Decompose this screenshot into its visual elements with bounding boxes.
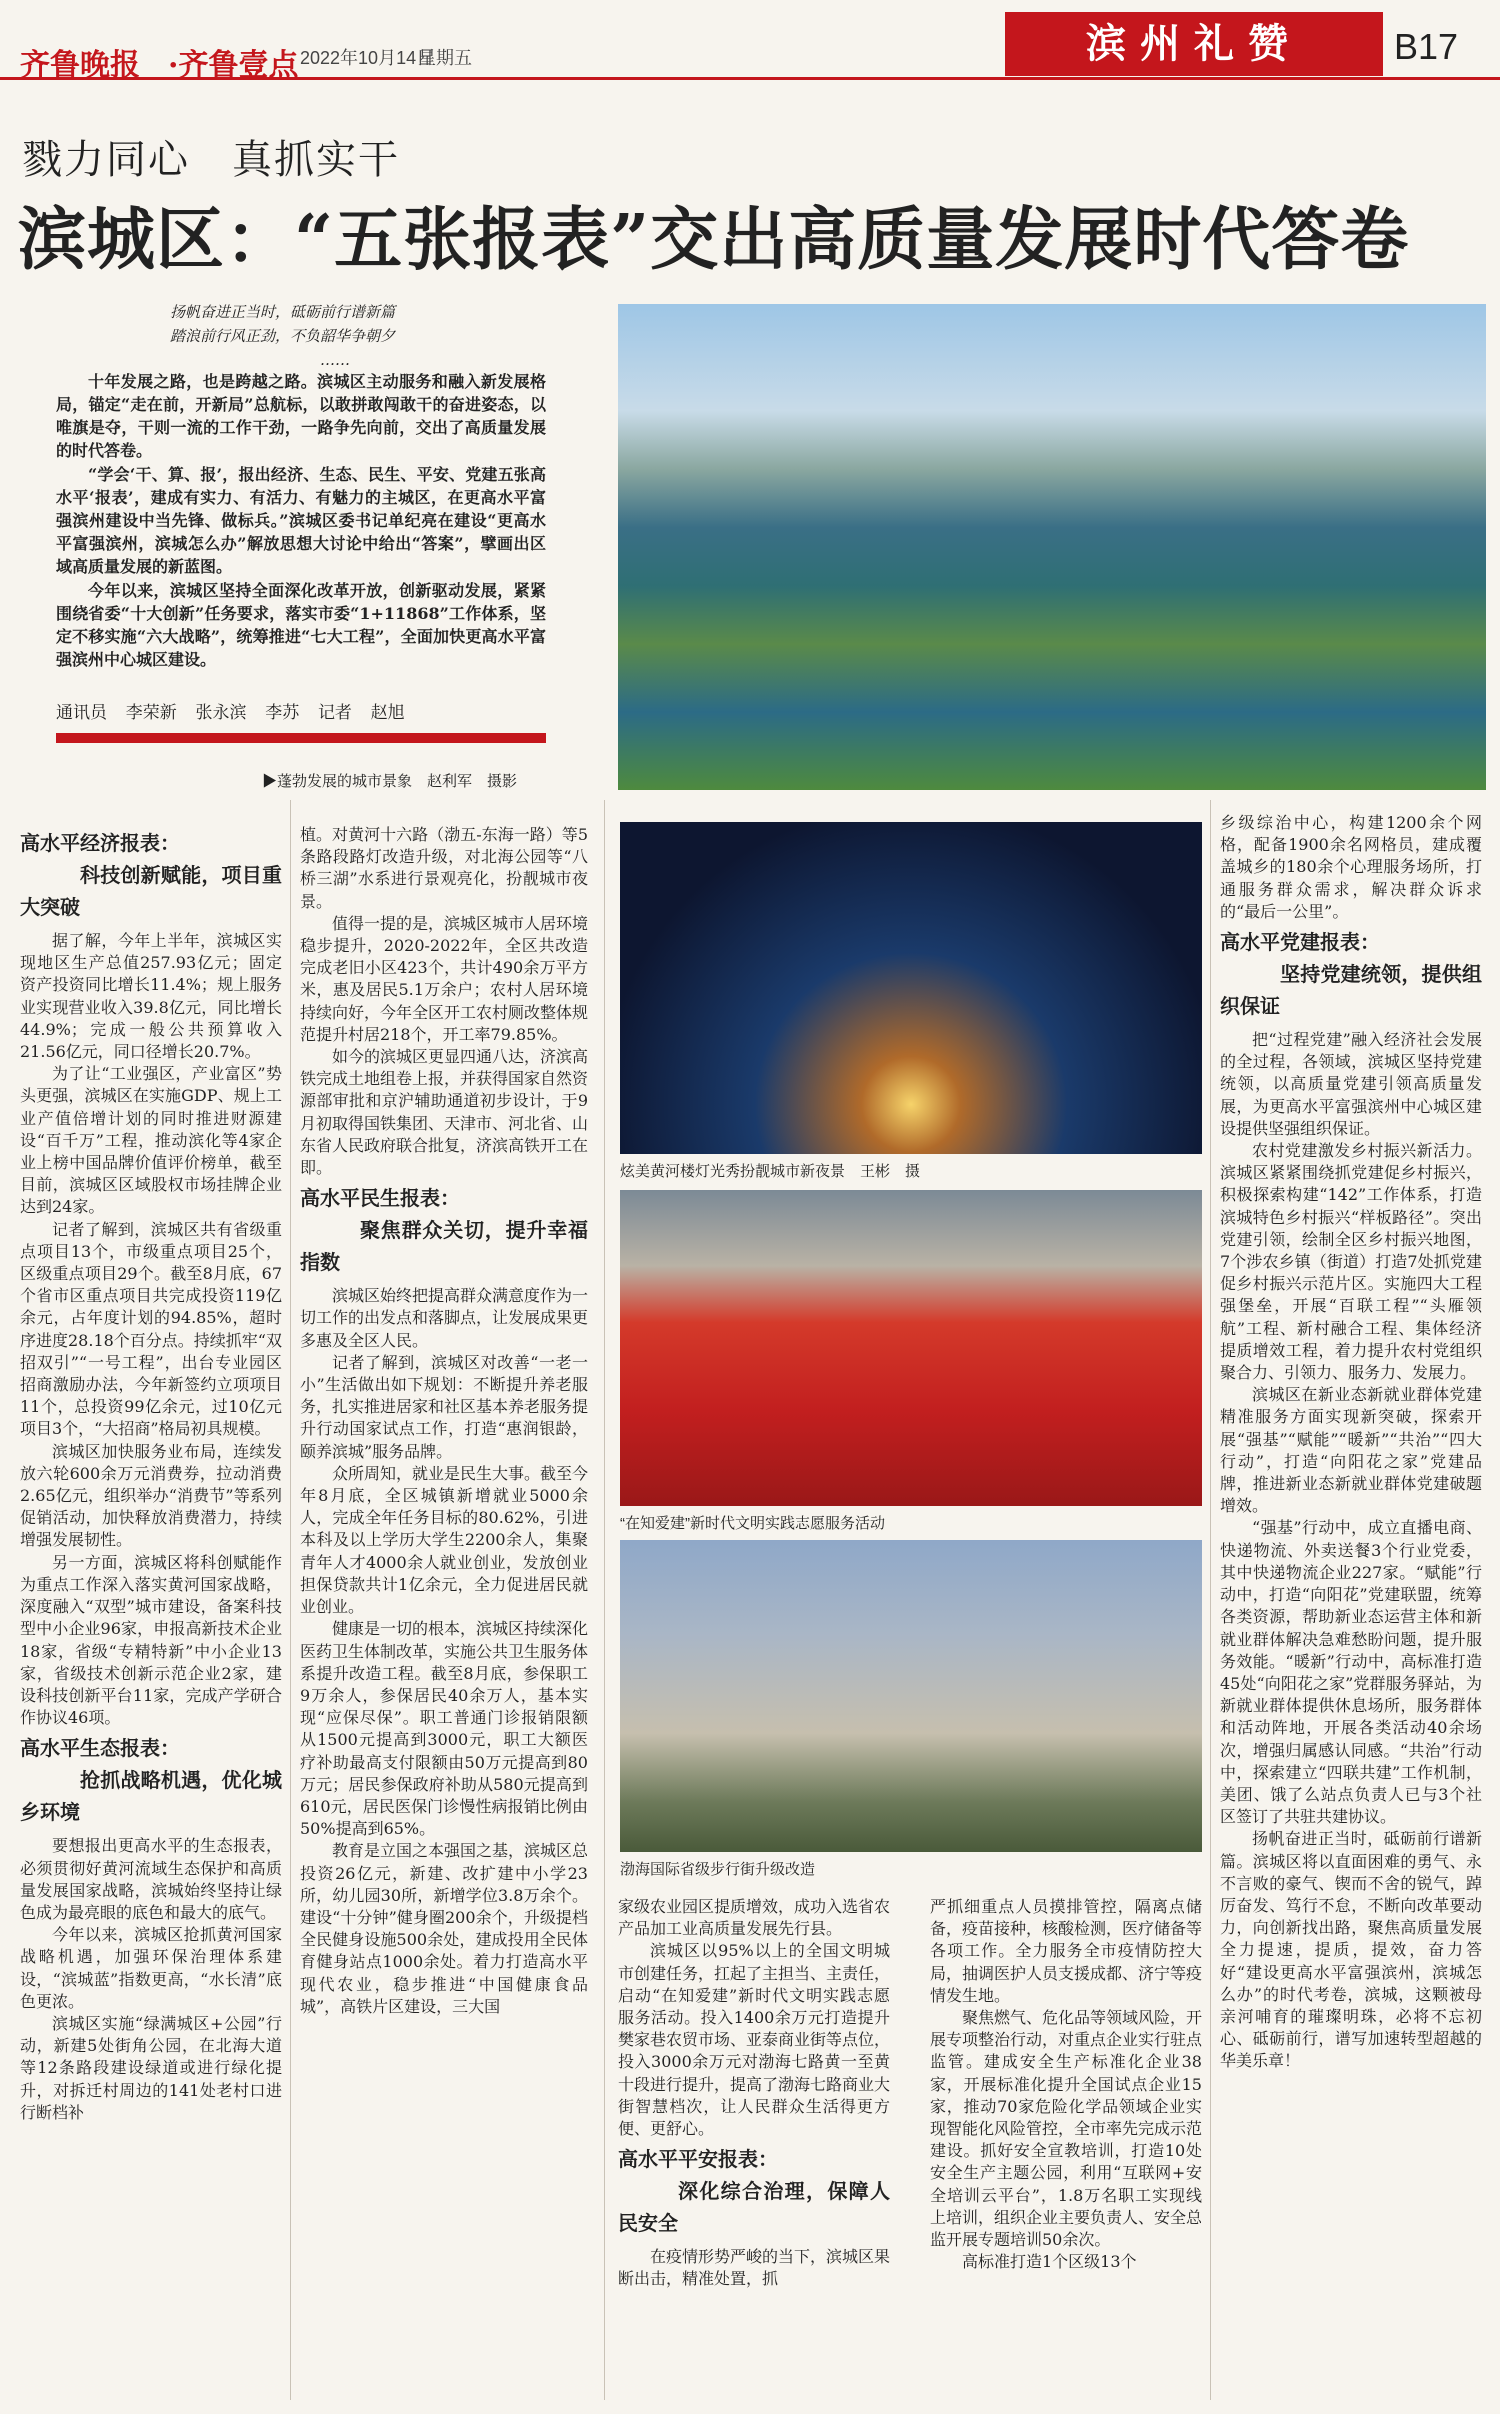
paragraph: 今年以来，滨城区抢抓黄河国家战略机遇，加强环保治理体系建设，“滨城蓝”指数更高，“水长清”底色更浓。	[20, 1925, 282, 2011]
paragraph: 值得一提的是，滨城区城市人居环境稳步提升，2020-2022年，全区共改造完成老旧小区423个，共计490余万平方米，惠及居民5.1万余户；农村人居环境持续向好，今年全区开工农村厕改整体规范提升村居218个，开工率79.85%。	[300, 913, 589, 1044]
paragraph: 乡级综治中心，构建1200余个网格，配备1900余名网格员，建成覆盖城乡的180余个心理服务场所，打通服务群众需求，解决群众诉求的“最后一公里”。	[1220, 813, 1482, 921]
pedestrian-street-photo	[620, 1540, 1202, 1852]
paragraph: 滨城区实施“绿满城区+公园”行动，新建5处街角公园，在北海大道等12条路段建设绿道或进行绿化提升，对拆迁村周边的141处老村口进行断档补	[20, 2013, 282, 2122]
paragraph: 为了让“工业强区，产业富区”势头更强，滨城区在实施GDP、规上工业产值倍增计划的同时推进财源建设“百千万”工程，推动滨化等4家企业上榜中国品牌价值评价榜单，截至目前，滨城区区域股权市场挂牌企业达到24家。	[20, 1064, 282, 1217]
paragraph: 高标准打造1个区级13个	[962, 2252, 1137, 2272]
paragraph: 滨城区以95%以上的全国文明城市创建任务，扛起了主担当、主责任，启动“在知爱建”新时代文明实践志愿服务活动。投入1400余万元打造提升樊家巷农贸市场、亚泰商业街等点位，投入3000余万元对渤海七路黄一至黄十段进行提升，提高了渤海七路商业大街智慧档次，让人民群众生活得更方便、更舒心。	[618, 1941, 891, 2139]
article-column-1	[20, 824, 282, 2124]
poem-line: 踏浪前行风正劲，不负韶华争朝夕	[170, 327, 396, 345]
city-aerial-photo	[618, 304, 1486, 790]
paragraph: 严抓细重点人员摸排管控，隔离点储备，疫苗接种，核酸检测，医疗储备等各项工作。全力服务全市疫情防控大局，抽调医护人员支援成都、济宁等疫情发生地。	[930, 1897, 1203, 2005]
section-heading: 高水平经济报表：	[20, 833, 180, 855]
column-divider	[290, 800, 291, 2400]
paragraph: 如今的滨城区更显四通八达，济滨高铁完成土地组卷上报，并获得国家自然资源部审批和京沪辅助通道初步设计，于9月初取得国铁集团、天津市、河北省、山东省人民政府联合批复，济滨高铁开工在即。	[300, 1047, 589, 1178]
photo-caption: 炫美黄河楼灯光秀扮靓城市新夜景 王彬 摄	[620, 1163, 921, 1180]
byline-role: 记者	[317, 703, 352, 722]
issue-weekday: 星期五	[418, 48, 472, 68]
paragraph: 滨城区在新业态新就业群体党建精准服务方面实现新突破，探索开展“强基”“赋能”“暖新”“共治”“四大行动”，打造“向阳花之家”党建品牌，推进新业态新就业群体党建破题增效。	[1220, 1385, 1482, 1516]
section-subheading: 坚持党建统领，提供组织保证	[1220, 964, 1482, 1019]
section-banner: 滨州礼赞	[1005, 12, 1383, 76]
paragraph: 教育是立国之本强国之基，滨城区总投资26亿元，新建、改扩建中小学23所，幼儿园30所，新增学位3.8万余个。建设“十分钟”健身圈200余个，升级提档全民健身设施500余处，建成投用全民体育健身站点1000余处。着力打造高水平现代农业，稳步推进“中国健康食品城”，高铁片区建设，三大国	[300, 1841, 589, 2016]
section-subheading: 抢抓战略机遇，优化城乡环境	[20, 1770, 282, 1825]
page-number: B17	[1394, 26, 1459, 67]
paragraph: 健康是一切的根本，滨城区持续深化医药卫生体制改革，实施公共卫生服务体系提升改造工程。截至8月底，参保职工9万余人，参保居民40余万人，基本实现“应保尽保”。职工普通门诊报销限额从1500元提高到3000元，职工大额医疗补助最高支付限额由50万元提高到80万元；居民参保政府补助从580元提高到610元，居民医保门诊慢性病报销比例由50%提高到65%。	[300, 1619, 589, 1839]
lead-paragraph: 十年发展之路，也是跨越之路。滨城区主动服务和融入新发展格局，锚定“走在前，开新局”总航标，以敢拼敢闯敢干的奋进姿态，以唯旗是夺，干则一流的工作干劲，一路争先向前，交出了高质量发展的时代答卷。	[56, 372, 546, 460]
poem-ellipsis: ……	[320, 351, 350, 369]
paragraph: 另一方面，滨城区将科创赋能作为重点工作深入落实黄河国家战略，深度融入“双型”城市建设，备案科技型中小企业96家，申报高新技术企业18家，省级“专精特新”中小企业13家，省级技术创新示范企业2家，建设科技创新平台11家，完成产学研合作协议46项。	[20, 1552, 282, 1728]
photo-caption: 渤海国际省级步行街升级改造	[620, 1861, 816, 1878]
paragraph: 记者了解到，滨城区对改善“一老一小”生活做出如下规划：不断提升养老服务，扎实推进居家和社区基本养老服务提升行动国家试点工作，打造“惠润银龄，颐养滨城”服务品牌。	[300, 1352, 589, 1461]
paragraph: 滨城区始终把提高群众满意度作为一切工作的出发点和落脚点，让发展成果更多惠及全区人民。	[300, 1286, 589, 1350]
section-heading: 高水平党建报表：	[1220, 932, 1380, 955]
app-logo: ·齐鲁壹点	[168, 48, 299, 83]
paragraph: 扬帆奋进正当时，砥砺前行谱新篇。滨城区将以直面困难的勇气、永不言败的豪气、锲而不舍的锐气，踔厉奋发、笃行不怠，不断向改革要动力，向创新找出路，聚焦高质量发展全力提速，提质，提效，奋力答好“建设更高水平富强滨州，滨城怎么办”的时代考卷，滨城，这颗被母亲河哺育的璀璨明珠，必将不忘初心、砥砺前行，谱写加速转型超越的华美乐章！	[1220, 1829, 1482, 2071]
paragraph: 聚焦燃气、危化品等领域风险，开展专项整治行动，对重点企业实行驻点监管。建成安全生产标准化企业38家，开展标准化提升全国试点企业15家，推动70家危险化学品领域企业实现智能化风险管控，全市率先完成示范建设。抓好安全宣教培训，打造10处安全生产主题公园，利用“互联网+安全培训云平台”，1.8万名职工实现线上培训，组织企业主要负责人、安全总监开展专题培训50余次。	[930, 2008, 1203, 2250]
article-column-2	[300, 824, 588, 2018]
paragraph: 记者了解到，滨城区共有省级重点项目13个，市级重点项目25个，区级重点项目29个。截至8月底，67个省市区重点项目共完成投资119亿余元，占年度计划的94.85%，超时序进度28.18个百分点。持续抓牢“双招双引”“一号工程”，出台专业园区招商激励办法，今年新签约立项项目11个，总投资99亿余元，过10亿元项目3个，“大招商”格局初具规模。	[20, 1219, 282, 1439]
lead-paragraph: 今年以来，滨城区坚持全面深化改革开放，创新驱动发展，紧紧围绕省委“十大创新”任务要求，落实市委“1+11868”工作体系，坚定不移实施“六大战略”，统筹推进“七大工程”，全面加快更高水平富强滨州中心城区建设。	[56, 581, 546, 669]
page-header	[0, 0, 1500, 83]
red-divider	[56, 733, 546, 743]
section-subheading: 深化综合治理，保障人民安全	[618, 2181, 890, 2236]
column-divider	[1210, 800, 1211, 2400]
paragraph: 家级农业园区提质增效，成功入选省农产品加工业高质量发展先行县。	[618, 1897, 891, 1939]
column-divider	[604, 800, 605, 2400]
byline-name: 张永滨	[195, 703, 247, 722]
byline-role: 通讯员	[56, 703, 107, 722]
paragraph: 植。对黄河十六路（渤五-东海一路）等5条路段路灯改造升级，对北海公园等“八桥三湖”水系进行景观亮化，扮靓城市夜景。	[300, 825, 588, 911]
poem-line: 扬帆奋进正当时，砥砺前行谱新篇	[170, 303, 396, 321]
photo-caption: ▶蓬勃发展的城市景象 赵利军 摄影	[262, 773, 518, 790]
section-heading: 高水平民生报表：	[300, 1188, 460, 1211]
article-column-3	[1220, 812, 1482, 2073]
issue-date: 2022年10月14日	[300, 48, 435, 68]
newspaper-logo: 齐鲁晚报	[20, 48, 140, 83]
volunteer-event-photo	[620, 1190, 1202, 1506]
kicker: 戮力同心 真抓实干	[22, 137, 400, 183]
paragraph: 众所周知，就业是民生大事。截至今年8月底，全区城镇新增就业5000余人，完成全年任务目标的80.62%，引进本科及以上学历大学生2200余人，集聚青年人才4000余人就业创业，发放创业担保贷款共计1亿余元，全力促进居民就业创业。	[300, 1463, 589, 1617]
lead-paragraphs	[56, 370, 546, 672]
byline-name: 赵旭	[370, 703, 405, 722]
article-column-5	[930, 1896, 1202, 2273]
page-title: 滨城区：“五张报表”交出高质量发展时代答卷	[18, 200, 1410, 280]
paragraph: 农村党建激发乡村振兴新活力。滨城区紧紧围绕抓党建促乡村振兴，积极探索构建“142”工作体系，打造滨城特色乡村振兴“样板路径”。突出党建引领，绘制全区乡村振兴地图，7个涉农乡镇（街道）打造7处抓党建促乡村振兴示范片区。实施四大工程强堡垒，开展“百联工程”“头雁领航”工程、新村融合工程、集体经济提质增效工程，着力提升农村党组织聚合力、引领力、服务力、发展力。	[1220, 1141, 1482, 1383]
paragraph: 把“过程党建”融入经济社会发展的全过程，各领域，滨城区坚持党建统领，以高质量党建引领高质量发展，为更高水平富强滨州中心城区建设提供坚强组织保证。	[1220, 1030, 1482, 1138]
paragraph: 据了解，今年上半年，滨城区实现地区生产总值257.93亿元；固定资产投资同比增长11.4%；规上服务业实现营业收入39.8亿元，同比增长44.9%；完成一般公共预算收入21.56亿元，同口径增长20.7%。	[20, 931, 282, 1062]
paragraph: 滨城区加快服务业布局，连续发放六轮600余万元消费券，拉动消费2.65亿元，组织举办“消费节”等系列促销活动，加快释放消费潜力，持续增强发展韧性。	[20, 1441, 282, 1550]
paragraph: 在疫情形势严峻的当下，滨城区果断出击，精准处置，抓	[618, 2247, 891, 2289]
night-light-show-photo	[620, 822, 1202, 1154]
section-heading: 高水平平安报表：	[618, 2149, 778, 2172]
section-subheading: 聚焦群众关切，提升幸福指数	[300, 1220, 588, 1275]
paragraph: 要想报出更高水平的生态报表，必须贯彻好黄河流域生态保护和高质量发展国家战略，滨城始终坚持让绿色成为最亮眼的底色和最大的底气。	[20, 1836, 282, 1922]
photo-caption: “在知爱建”新时代文明实践志愿服务活动	[620, 1515, 885, 1532]
lead-paragraph: “学会‘干、算、报’，报出经济、生态、民生、平安、党建五张高水平‘报表’，建成有实力、有活力、有魅力的主城区，在更高水平富强滨州建设中当先锋、做标兵。”滨城区委书记单纪亮在建设“更高水平富强滨州，滨城怎么办”解放思想大讨论中给出“答案”，擘画出区域高质量发展的新蓝图。	[56, 465, 546, 576]
byline	[56, 698, 419, 723]
article-column-4	[618, 1896, 890, 2291]
poem	[170, 300, 395, 372]
paragraph: “强基”行动中，成立直播电商、快递物流、外卖送餐3个行业党委，其中快递物流企业227家。“赋能”行动中，打造“向阳花”党建联盟，统筹各类资源，帮助新业态运营主体和新就业群体解决急难愁盼问题，提升服务效能。“暖新”行动中，高标准打造45处“向阳花之家”党群服务驿站，为新就业群体提供休息场所，服务群体和活动阵地，开展各类活动40余场次，增强归属感认同感。“共治”行动中，探索建立“四联共建”工作机制，美团、饿了么站点负责人已与3个社区签订了共驻共建协议。	[1220, 1518, 1482, 1827]
byline-name: 李苏	[265, 703, 300, 722]
byline-name: 李荣新	[125, 703, 177, 722]
section-heading: 高水平生态报表：	[20, 1738, 180, 1761]
section-subheading: 科技创新赋能，项目重大突破	[20, 865, 282, 919]
